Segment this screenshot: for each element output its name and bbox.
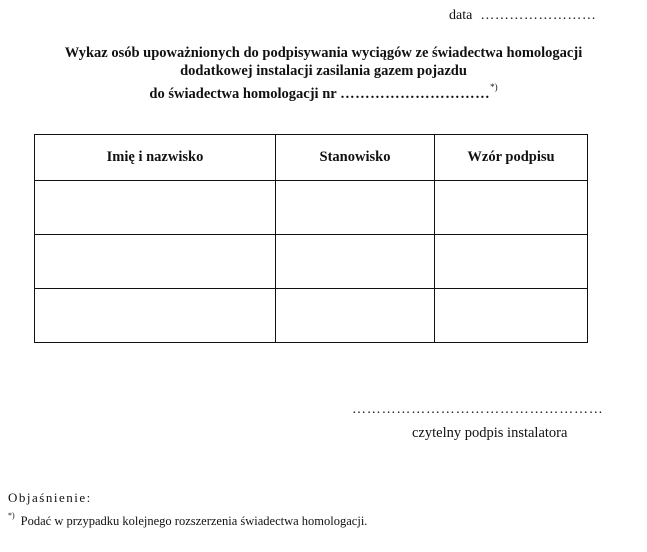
table-row	[35, 235, 588, 289]
column-header-signature-sample: Wzór podpisu	[435, 135, 588, 181]
footnote-text: Podać w przypadku kolejnego rozszerzenia świadectwa homologacji.	[20, 514, 368, 529]
signature-line: ……………………………………………	[352, 402, 604, 417]
table-row	[35, 289, 588, 343]
cell-signature[interactable]	[435, 235, 588, 289]
title-line-2: dodatkowej instalacji zasilania gazem pojazdu	[180, 63, 467, 79]
column-header-name: Imię i nazwisko	[35, 135, 276, 181]
table-header-row	[35, 135, 588, 181]
title-line-1: Wykaz osób upoważnionych do podpisywania wyciągów ze świadectwa homologacji	[64, 45, 583, 61]
column-header-position: Stanowisko	[276, 135, 435, 181]
signature-caption: czytelny podpis instalatora	[412, 425, 568, 441]
footnote-mark: *)	[8, 511, 15, 520]
cell-position[interactable]	[276, 235, 435, 289]
title-line-3	[0, 80, 647, 103]
date-field	[449, 8, 596, 24]
cell-position[interactable]	[276, 181, 435, 235]
cell-position[interactable]	[276, 289, 435, 343]
notes-heading: Objaśnienie:	[8, 490, 92, 505]
date-placeholder-dots: ……………………	[480, 8, 597, 23]
table-row	[35, 181, 588, 235]
document-title	[0, 44, 647, 103]
cell-name[interactable]	[35, 289, 276, 343]
certificate-number-dots: …………………………	[340, 85, 491, 102]
signatories-table	[34, 134, 588, 343]
cell-name[interactable]	[35, 181, 276, 235]
certificate-number-label: do świadectwa homologacji nr	[149, 85, 337, 102]
footnote-reference: *)	[490, 82, 498, 92]
date-label: data	[449, 8, 473, 23]
cell-signature[interactable]	[435, 289, 588, 343]
footnote	[8, 513, 367, 529]
cell-name[interactable]	[35, 235, 276, 289]
cell-signature[interactable]	[435, 181, 588, 235]
